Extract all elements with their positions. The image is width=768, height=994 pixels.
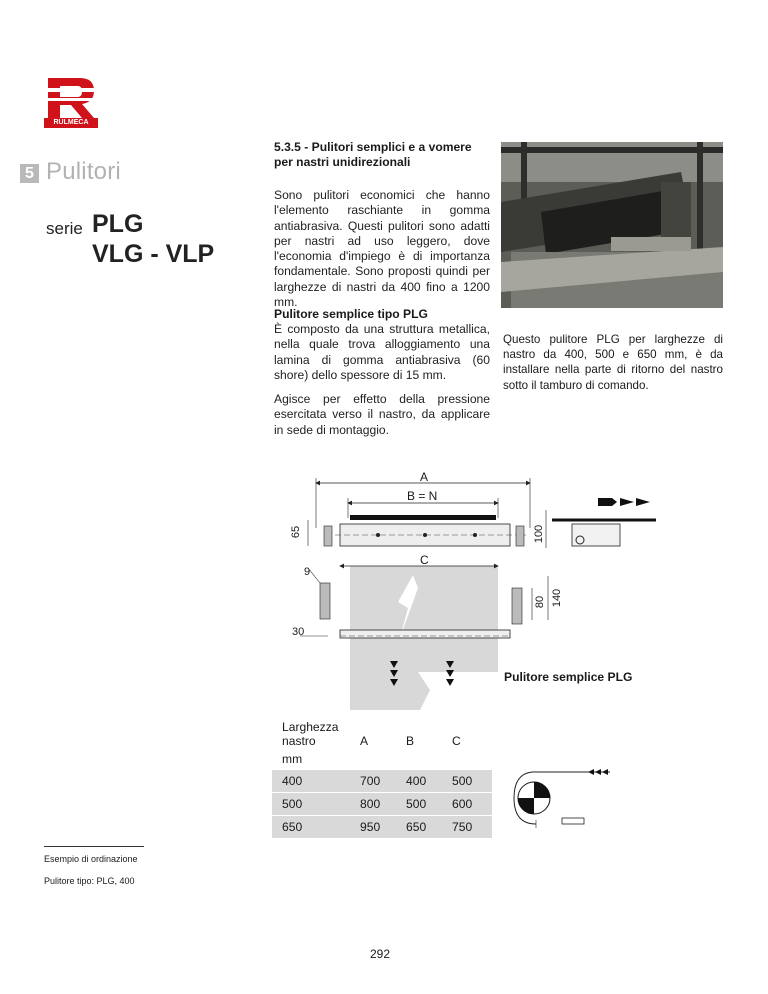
order-example-title: Esempio di ordinazione — [44, 854, 138, 864]
dim-label-80: 80 — [534, 595, 547, 609]
serie-line-1: PLG — [92, 210, 144, 238]
table-cell: 400 — [406, 770, 452, 793]
table-cell: 650 — [272, 816, 360, 839]
dim-label-a: A — [420, 470, 429, 484]
table-header-cell: Larghezza nastro — [282, 720, 339, 748]
dim-label-c: C — [420, 553, 429, 567]
section-number: 5 — [20, 164, 39, 183]
plg-action-text: Agisce per effetto della pressione esercitata verso il nastro, da applicare in sede di montaggio. — [274, 392, 490, 437]
table-cell: 800 — [360, 793, 406, 816]
section-title: Pulitori — [46, 158, 121, 185]
serie-line-2: VLG - VLP — [92, 240, 215, 268]
table-header-cell: A — [360, 734, 369, 748]
dim-label-100: 100 — [533, 524, 546, 544]
dim-label-65: 65 — [290, 525, 303, 539]
dim-label-140: 140 — [551, 588, 564, 608]
section-heading: 5.3.5 - Pulitori semplici e a vomere per nastri unidirezionali — [274, 140, 472, 170]
table-cell: 650 — [406, 816, 452, 839]
dim-label-bn: B = N — [407, 489, 438, 503]
table-row — [272, 816, 492, 839]
page-number: 292 — [370, 947, 391, 961]
table-cell: 500 — [452, 770, 492, 793]
table-cell: 950 — [360, 816, 406, 839]
table-cell: 400 — [272, 770, 360, 793]
brand-name: RULMECA — [53, 119, 89, 126]
table-cell: 600 — [452, 793, 492, 816]
plg-subheading: Pulitore semplice tipo PLG — [274, 307, 428, 321]
table-unit-row — [272, 748, 492, 770]
table-cell: 500 — [272, 793, 360, 816]
cleaner-photo — [501, 142, 723, 308]
dimensions-table — [272, 720, 492, 839]
table-row — [272, 770, 492, 793]
serie-names — [92, 209, 214, 269]
divider-rule — [44, 846, 144, 847]
table-row — [272, 793, 492, 816]
serie-label: serie — [46, 219, 83, 238]
plg-description: È composto da una struttura metallica, nella quale trova alloggiamento una lamina di gomma antiabrasiva (60 shore) dello spessore di 15 mm. — [274, 322, 490, 382]
installation-note: Questo pulitore PLG per larghezze di nastro da 400, 500 e 650 mm, è da installare nella parte di ritorno del nastro sotto il tamburo di comando. — [503, 333, 723, 392]
table-header-cell: C — [452, 734, 461, 748]
table-header-cell: B — [406, 734, 415, 748]
order-example-text: Pulitore tipo: PLG, 400 — [44, 876, 135, 886]
rulmeca-logo — [44, 74, 98, 128]
table-cell: 700 — [360, 770, 406, 793]
table-cell: 500 — [406, 793, 452, 816]
dim-label-9: 9 — [304, 566, 311, 578]
intro-paragraph: Sono pulitori economici che hanno l'elemento raschiante in gomma antiabrasiva. Questi pulitori sono adatti per nastri ad uso leggero, dove l'economia d'impiego è di importanza fondamentale. Sono proposti quindi per larghezze di nastri da 400 fino a 1200 mm. — [274, 188, 490, 310]
dim-label-30: 30 — [292, 626, 305, 638]
pulley-schematic — [510, 768, 616, 828]
table-unit: mm — [282, 752, 303, 766]
figure-caption: Pulitore semplice PLG — [504, 670, 633, 684]
table-header-row — [272, 720, 492, 748]
table-cell: 750 — [452, 816, 492, 839]
